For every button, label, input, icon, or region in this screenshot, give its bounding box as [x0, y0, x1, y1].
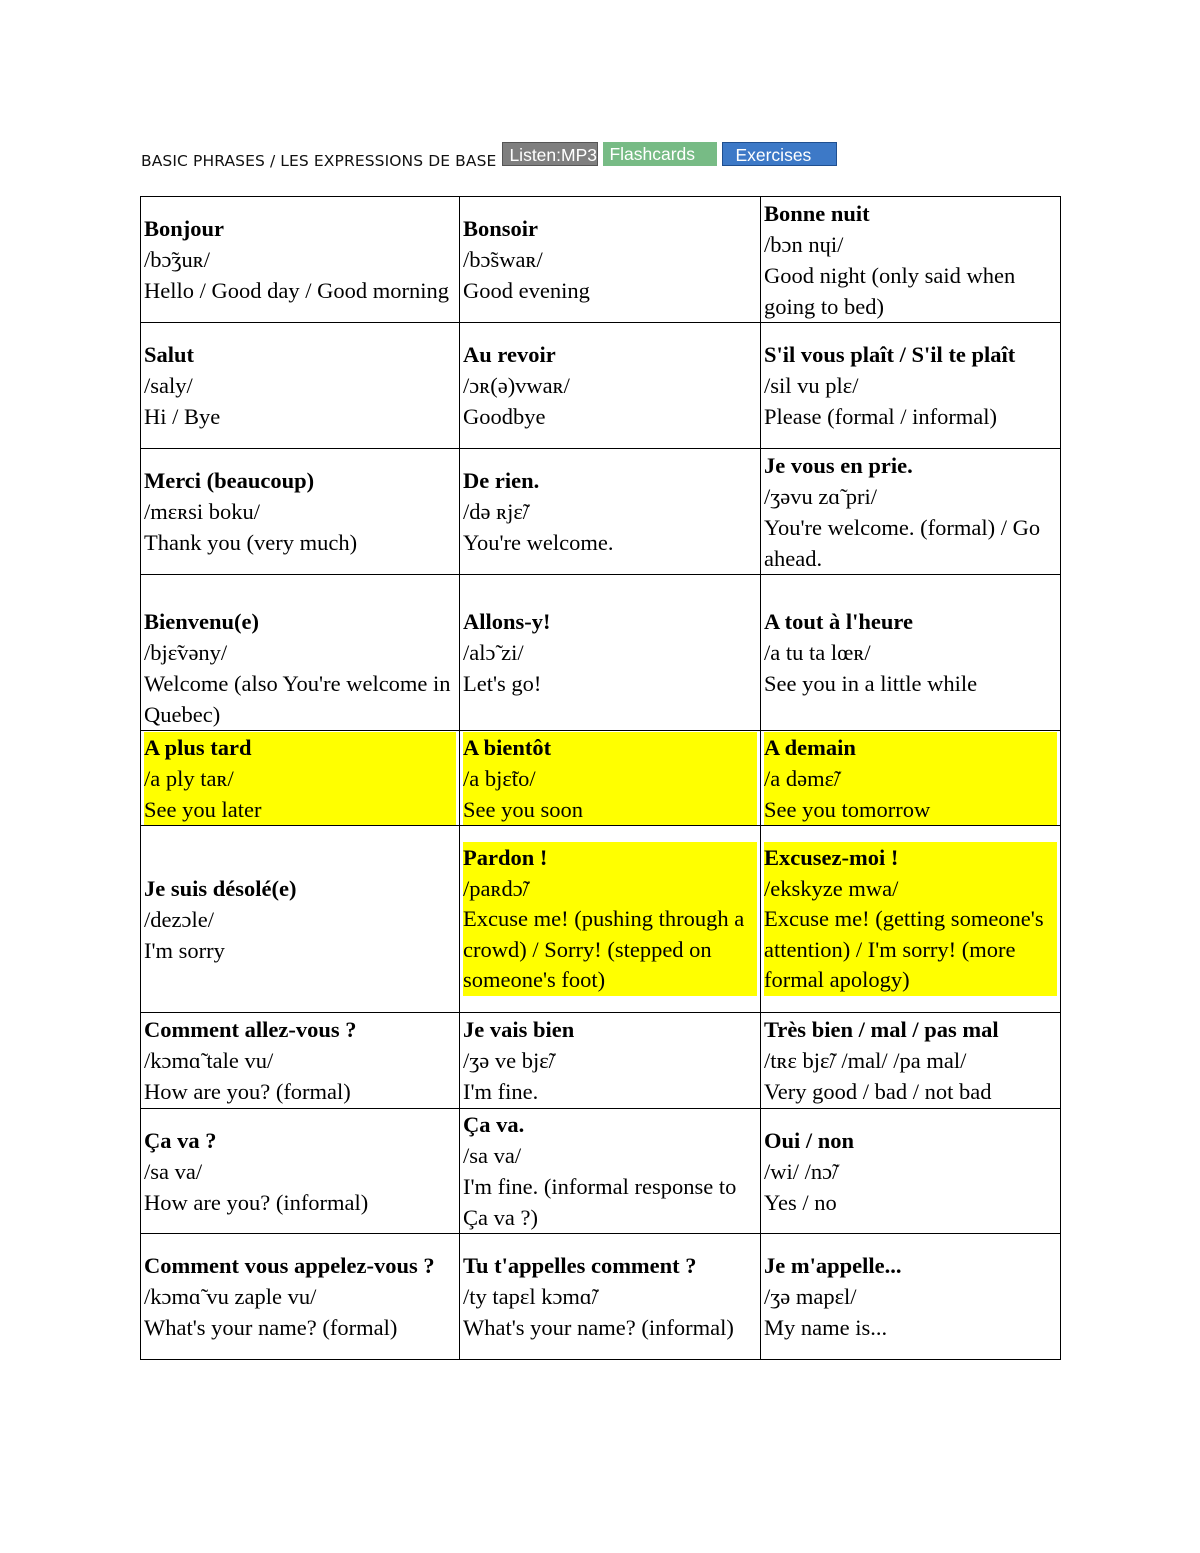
phrase-term: Au revoir: [463, 342, 556, 367]
phrase-term: Ça va.: [463, 1112, 525, 1137]
phrase-ipa-wrap: [764, 763, 1057, 794]
phrase-meaning: See you soon: [463, 796, 583, 822]
phrase-meaning: Excuse me! (pushing through a crowd) / Sorry! (stepped on someone's foot): [463, 906, 745, 993]
phrase-ipa: /sa va/: [144, 1158, 203, 1184]
phrase-cell: [141, 323, 460, 449]
phrase-cell: [761, 1109, 1061, 1234]
page-header: [141, 141, 842, 171]
phrase-meaning: See you in a little while: [764, 671, 978, 696]
phrase-meaning: Hi / Bye: [144, 404, 221, 429]
phrase-meaning: See you tomorrow: [764, 796, 931, 822]
phrase-term: Salut: [144, 342, 195, 367]
phrase-cell: [141, 449, 460, 575]
phrase-ipa: /ekskyze mwa/: [764, 876, 899, 902]
table-row: [141, 826, 1061, 1013]
phrase-ipa: /a ply taʀ/: [144, 765, 234, 791]
phrase-meaning: What's your name? (formal): [144, 1315, 398, 1340]
phrase-ipa: /bjɛ̃vəny/: [144, 640, 228, 665]
phrase-term: De rien.: [463, 468, 540, 493]
phrase-term-wrap: [463, 842, 757, 873]
phrase-ipa-wrap: [463, 873, 757, 904]
phrase-term: Merci (beaucoup): [144, 468, 315, 493]
phrase-ipa: /ty tapɛl kɔmɑ̃/: [463, 1284, 598, 1309]
phrase-meaning: Good night (only said when going to bed): [764, 262, 1016, 319]
phrase-ipa: /wi/ /nɔ̃/: [764, 1158, 839, 1184]
phrase-ipa: /ʒə ve bjɛ̃/: [463, 1048, 555, 1073]
phrase-meaning: Yes / no: [764, 1189, 837, 1215]
phrase-ipa: /mɛʀsi boku/: [144, 499, 261, 524]
phrase-meaning-wrap: [463, 794, 757, 825]
phrase-meaning: My name is...: [764, 1315, 888, 1340]
phrase-term: S'il vous plaît / S'il te plaît: [764, 342, 1016, 367]
exercises-button[interactable]: Exercises: [722, 142, 837, 166]
phrase-meaning: What's your name? (informal): [463, 1315, 734, 1340]
phrase-term: Je suis désolé(e): [144, 875, 297, 901]
phrase-term: Comment vous appelez-vous ?: [144, 1253, 435, 1278]
phrase-cell: [141, 197, 460, 323]
phrase-cell: [460, 575, 761, 731]
phrase-meaning: You're welcome.: [463, 530, 614, 555]
phrase-ipa: /a tu ta lœʀ/: [764, 640, 871, 665]
phrase-meaning: You're welcome. (formal) / Go ahead.: [764, 514, 1041, 571]
phrase-meaning: I'm sorry: [144, 937, 225, 963]
phrase-cell: [460, 826, 761, 1013]
phrase-cell: [761, 1013, 1061, 1109]
page-title: BASIC PHRASES / LES EXPRESSIONS DE BASE: [141, 152, 497, 170]
table-row: [141, 731, 1061, 826]
phrase-ipa-wrap: [144, 763, 456, 794]
phrase-cell: [460, 1109, 761, 1234]
phrase-cell: [460, 323, 761, 449]
table-row: [141, 575, 1061, 731]
phrase-term: Allons-y!: [463, 609, 551, 634]
phrase-ipa-wrap: [764, 873, 1057, 904]
phrase-meaning-wrap: [764, 904, 1057, 996]
phrase-ipa: /kɔmɑ̃ tale vu/: [144, 1048, 274, 1073]
phrase-term: Bienvenu(e): [144, 609, 259, 634]
phrase-meaning: I'm fine.: [463, 1079, 539, 1104]
phrase-meaning: Welcome (also You're welcome in Quebec): [144, 671, 451, 727]
phrase-cell: [761, 826, 1061, 1013]
table-row: [141, 449, 1061, 575]
phrase-cell: [141, 1109, 460, 1234]
phrases-table: [140, 196, 1061, 1360]
table-row: [141, 1013, 1061, 1109]
phrase-cell: [761, 323, 1061, 449]
phrase-cell: [460, 1234, 761, 1360]
phrase-meaning-wrap: [463, 904, 757, 996]
phrase-term: Comment allez-vous ?: [144, 1017, 357, 1042]
phrase-cell: [761, 197, 1061, 323]
phrase-meaning: Very good / bad / not bad: [764, 1079, 992, 1104]
phrase-cell: [141, 731, 460, 826]
phrase-term: Je m'appelle...: [764, 1253, 902, 1278]
table-row: [141, 1234, 1061, 1360]
phrase-cell: [141, 826, 460, 1013]
phrase-ipa-wrap: [463, 763, 757, 794]
phrase-meaning: Thank you (very much): [144, 530, 358, 555]
phrase-ipa: /a dəmɛ̃/: [764, 765, 841, 791]
phrase-meaning: Good evening: [463, 278, 590, 303]
phrase-term: A demain: [764, 734, 856, 760]
phrase-term: Bonsoir: [463, 216, 539, 241]
phrase-cell: [141, 575, 460, 731]
phrase-term-wrap: [463, 732, 757, 763]
phrase-cell: [761, 449, 1061, 575]
phrase-ipa: /sa va/: [463, 1143, 522, 1168]
phrase-meaning-wrap: [764, 794, 1057, 825]
phrase-meaning: Let's go!: [463, 671, 542, 696]
phrase-cell: [460, 449, 761, 575]
phrase-ipa: /dezɔle/: [144, 906, 214, 932]
phrase-term-wrap: [764, 732, 1057, 763]
phrase-term-wrap: [764, 842, 1057, 873]
phrase-meaning: Goodbye: [463, 404, 546, 429]
phrase-ipa: /tʀɛ bjɛ̃/ /mal/ /pa mal/: [764, 1048, 967, 1073]
phrase-cell: [460, 197, 761, 323]
phrase-term: A plus tard: [144, 734, 252, 760]
phrase-term: Je vous en prie.: [764, 452, 913, 478]
phrase-term: A bientôt: [463, 734, 552, 760]
phrase-ipa: /də ʀjɛ̃/: [463, 499, 530, 524]
phrase-term: Pardon !: [463, 845, 548, 871]
phrase-ipa: /kɔmɑ̃ vu zaple vu/: [144, 1284, 317, 1309]
phrase-cell: [761, 1234, 1061, 1360]
phrase-ipa: /bɔn nɥi/: [764, 231, 844, 257]
phrase-term: Bonne nuit: [764, 200, 870, 226]
phrase-ipa: /alɔ̃ zi/: [463, 640, 524, 665]
phrase-ipa: /ɔʀ(ə)vwaʀ/: [463, 373, 570, 398]
phrase-meaning: How are you? (informal): [144, 1189, 369, 1215]
phrase-cell: [141, 1013, 460, 1109]
phrase-ipa: /sil vu plɛ/: [764, 373, 859, 398]
phrase-term: Bonjour: [144, 216, 225, 241]
phrase-term: Je vais bien: [463, 1017, 575, 1042]
phrase-ipa: /bɔ̃swaʀ/: [463, 247, 543, 272]
phrase-term: Tu t'appelles comment ?: [463, 1253, 697, 1278]
phrase-ipa: /a bjɛ̃to/: [463, 765, 536, 791]
phrase-meaning-wrap: [144, 794, 456, 825]
phrase-term: Oui / non: [764, 1127, 855, 1153]
phrase-cell: [761, 731, 1061, 826]
phrase-ipa: /ʒə mapɛl/: [764, 1284, 857, 1309]
phrase-ipa: /bɔ̃ʒuʀ/: [144, 247, 210, 272]
table-row: [141, 1109, 1061, 1234]
phrase-cell: [460, 731, 761, 826]
phrase-meaning: How are you? (formal): [144, 1079, 351, 1104]
phrase-meaning: I'm fine. (informal response to Ça va ?): [463, 1174, 737, 1230]
phrase-ipa: /saly/: [144, 373, 193, 398]
phrase-ipa: /ʒəvu zɑ̃ pri/: [764, 483, 877, 509]
phrase-term-wrap: [144, 732, 456, 763]
phrase-cell: [761, 575, 1061, 731]
phrase-term: Ça va ?: [144, 1127, 217, 1153]
table-row: [141, 323, 1061, 449]
listen-mp3-button[interactable]: Listen:MP3: [502, 142, 598, 166]
phrase-cell: [460, 1013, 761, 1109]
phrase-ipa: /paʀdɔ̃/: [463, 876, 529, 902]
phrase-term: Excusez-moi !: [764, 845, 899, 871]
phrase-cell: [141, 1234, 460, 1360]
phrase-term: A tout à l'heure: [764, 609, 913, 634]
phrase-meaning: Please (formal / informal): [764, 404, 998, 429]
flashcards-button[interactable]: Flashcards: [603, 142, 717, 166]
table-row: [141, 197, 1061, 323]
phrase-meaning: Excuse me! (getting someone's attention) / I'm sorry! (more formal apology): [764, 906, 1044, 993]
phrase-meaning: See you later: [144, 796, 262, 822]
phrase-term: Très bien / mal / pas mal: [764, 1017, 999, 1042]
phrase-meaning: Hello / Good day / Good morning: [144, 278, 449, 303]
